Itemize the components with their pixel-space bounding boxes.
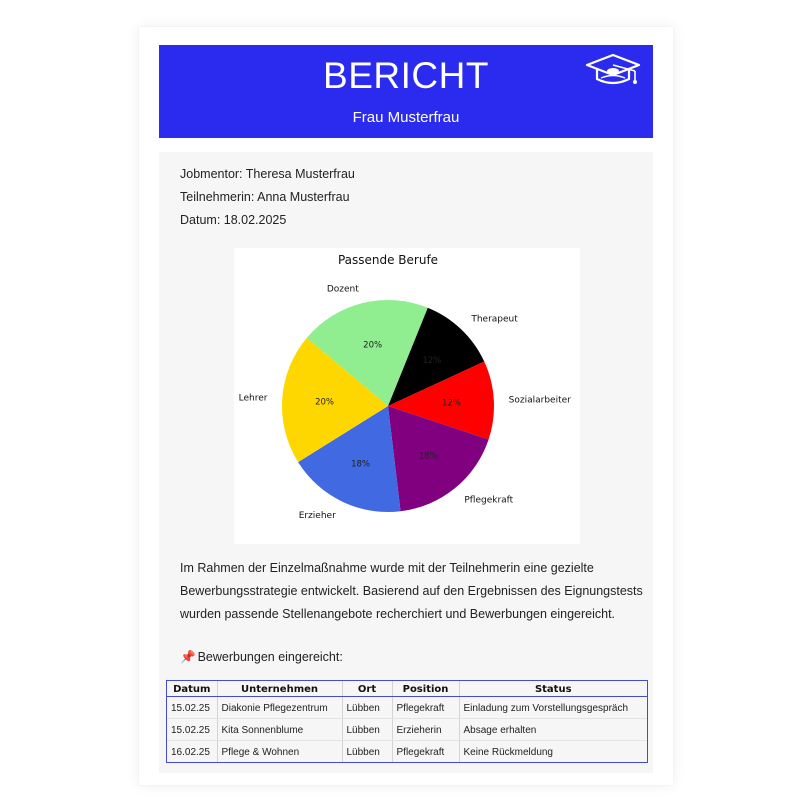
table-cell: Lübben — [342, 741, 392, 763]
table-row — [167, 719, 647, 741]
table-cell: Diakonie Pflegezentrum — [217, 697, 342, 719]
table-cell: Lübben — [342, 697, 392, 719]
pie-category-label: Erzieher — [298, 510, 336, 521]
table-row — [167, 741, 647, 763]
table-cell: Einladung zum Vorstellungsgespräch — [459, 697, 647, 719]
pie-percent-label: 12% — [422, 355, 442, 366]
report-title: BERICHT — [323, 55, 489, 96]
report-body — [159, 152, 653, 773]
jobmentor-line: Jobmentor: Theresa Musterfrau — [180, 167, 355, 181]
pie-chart-svg — [234, 248, 580, 544]
column-header: Status — [459, 681, 647, 697]
bewerbungen-heading-text: Bewerbungen eingereicht: — [197, 650, 343, 664]
bewerbungen-table — [166, 680, 648, 763]
table-cell: Pflegekraft — [392, 741, 459, 763]
table-cell: Absage erhalten — [459, 719, 647, 741]
table-cell: 15.02.25 — [167, 697, 217, 719]
pie-percent-label: 18% — [418, 451, 438, 462]
column-header: Unternehmen — [217, 681, 342, 697]
bewerbungen-heading — [180, 650, 343, 665]
pie-chart — [234, 248, 580, 544]
table-cell: Pflegekraft — [392, 697, 459, 719]
pie-percent-label: 20% — [363, 340, 383, 351]
table-cell: Lübben — [342, 719, 392, 741]
pie-category-label: Dozent — [326, 284, 359, 295]
pie-category-label: Therapeut — [471, 314, 518, 325]
pie-category-label: Sozialarbeiter — [508, 395, 571, 406]
table-cell: Keine Rückmeldung — [459, 741, 647, 763]
column-header: Datum — [167, 681, 217, 697]
teilnehmerin-line: Teilnehmerin: Anna Musterfrau — [180, 190, 350, 204]
pie-percent-label: 18% — [351, 459, 370, 470]
table-row — [167, 697, 647, 719]
report-header — [159, 45, 653, 138]
report-page — [139, 27, 673, 785]
table-cell: 16.02.25 — [171, 747, 210, 758]
pie-percent-label: 20% — [315, 397, 335, 408]
table-cell: 15.02.25 — [167, 719, 217, 741]
table-cell: Kita Sonnenblume — [217, 719, 342, 741]
table-cell: Pflege & Wohnen — [217, 741, 342, 763]
column-header: Ort — [342, 681, 392, 697]
column-header: Position — [392, 681, 459, 697]
table-header-row — [167, 681, 647, 697]
table-cell: Erzieherin — [392, 719, 459, 741]
pie-percent-label: 12% — [442, 398, 461, 409]
pie-category-label: Lehrer — [238, 393, 268, 404]
summary-paragraph: Im Rahmen der Einzelmaßnahme wurde mit der Teilnehmerin eine gezielte Bewerbungsstrategie entwickelt. Basierend auf den Ergebnissen des Eignungstests wurden passende Stellenangebote recherchiert und Bewerbungen eingereicht. — [180, 561, 643, 621]
report-subtitle: Frau Musterfrau — [352, 109, 460, 126]
pie-category-label: Pflegekraft — [464, 495, 514, 506]
datum-line: Datum: 18.02.2025 — [180, 213, 287, 227]
pushpin-icon: 📌 — [180, 650, 196, 664]
chart-title: Passende Berufe — [337, 253, 439, 267]
graduation-cap-icon — [583, 51, 643, 89]
